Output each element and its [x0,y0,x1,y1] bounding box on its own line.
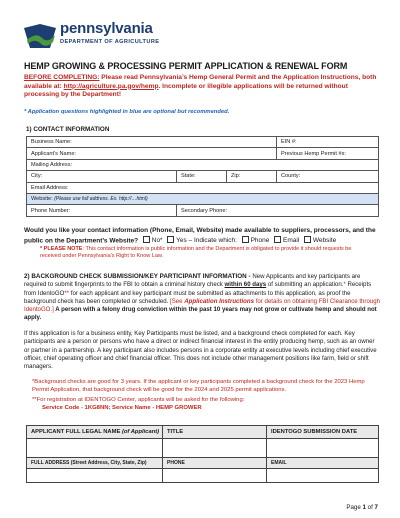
city-label: City: [31,173,43,180]
phone-option-label: Phone [250,237,270,245]
email-option-label: Email [282,237,300,245]
identogo-date-cell[interactable] [267,439,379,458]
contact-table [26,136,379,217]
email-header: EMAIL [267,458,379,469]
applicant-table [26,425,379,483]
full-address-cell[interactable] [27,469,163,483]
logo-subtitle: DEPARTMENT OF AGRICULTURE [60,39,160,45]
phone-label: Phone Number: [31,207,71,214]
state-field[interactable] [177,171,227,182]
full-address-header: FULL ADDRESS (Street Address, City, State, Zip) [27,458,163,469]
ein-field[interactable] [277,137,379,148]
section-2-intro [24,273,380,323]
zip-field[interactable] [227,171,277,182]
business-name-field[interactable] [27,137,277,148]
website-option-label: Website [312,237,337,245]
secondary-phone-label: Secondary Phone: [181,207,228,214]
county-field[interactable] [277,171,379,182]
publish-contact-question [24,227,378,246]
yes-checkbox[interactable] [167,236,174,243]
applicant-name-cell[interactable] [27,439,163,458]
applicant-name-field[interactable] [27,148,277,159]
no-checkbox[interactable] [143,236,150,243]
section-2-text-a: New Applicants and key participants are required to submit fingerprints to the FBI to obtain a criminal history check [24,273,361,289]
felony-warning: A person with a felony drug conviction within the past 10 years may not grow or cultivate hemp and should not apply. [24,306,377,322]
mailing-address-label: Mailing Address: [31,161,73,168]
website-hint: (Please use full address. Ex. http://…html) [54,196,148,203]
title-header: TITLE [163,426,267,439]
zip-label: Zip: [231,173,241,180]
secondary-phone-field[interactable] [177,205,379,216]
section-2-text-c: Receipts from IdentoGO [24,281,372,297]
phone-cell[interactable] [163,469,267,483]
page-number [346,504,378,511]
form-title: HEMP GROWING & PROCESSING PERMIT APPLICATION & RENEWAL FORM [24,61,348,71]
identogo-service-code: Service Code - 1KG8NN; Service Name - HEMP GROWER [42,404,202,411]
hemp-link[interactable]: http://agriculture.pa.gov/hemp [63,82,159,90]
before-text-2: . Incomplete or illegible applications will be returned without processing by the Department! [24,82,348,99]
email-checkbox[interactable] [274,236,281,243]
applicant-name-header [27,426,163,439]
website-field[interactable] [27,193,379,204]
website-label: Website: [31,196,53,203]
applicant-name-header-text: APPLICANT FULL LEGAL NAME [31,429,121,435]
page-current: 1 [362,504,366,511]
optional-note: * Application questions highlighted in blue are optional but recommended. [24,109,230,115]
phone-field[interactable] [27,205,177,216]
email-cell[interactable] [267,469,379,483]
ein-label: EIN #: [281,139,297,146]
identogo-registration-note: **For registration at IDENTOGO Center, applicants will be asked for the following: [32,396,245,403]
before-text-1: Please read Pennsylvania’s Hemp General Permit and the Application Instructions, both available at: [24,74,377,90]
page-total: 7 [374,504,378,511]
page-of: of [365,504,375,511]
section-2-heading: 2) BACKGROUND CHECK SUBMISSION/KEY PARTICIPANT INFORMATION - [24,273,253,280]
county-label: County: [281,173,301,180]
phone-checkbox[interactable] [242,236,249,243]
logo-title: pennsylvania [60,20,153,37]
applicant-name-header-suffix: (of Applicant) [121,429,160,435]
state-label: State: [181,173,196,180]
website-checkbox[interactable] [304,236,311,243]
star-marker: * [343,281,346,289]
section-2-text-d: for each applicant and key participant must be submitted as attachments to this application, as proof the background check has been completed or scheduled. [24,289,351,305]
application-instructions-ref: Application Instructions [184,297,254,305]
note-text: : This contact information is public information and the Department is obligated to provide it should requests be received under Pennsylvania’s Right to Know Law. [40,246,352,259]
page-prefix: Page [346,504,363,511]
note-lead: * PLEASE NOTE [40,246,83,252]
no-label: No* [151,237,163,245]
section-2-text-b: of submitting an application. [266,281,344,289]
previous-permit-field[interactable] [277,148,379,159]
before-lead: BEFORE COMPLETING: [24,74,100,81]
mailing-address-field[interactable] [27,159,379,170]
keystone-logo-icon [22,22,58,50]
business-name-label: Business Name: [31,139,72,146]
double-star-marker: ** [64,289,70,297]
within-60-days: within 60 days [224,281,267,289]
city-field[interactable] [27,171,177,182]
background-check-notes [32,379,378,413]
section-1-heading: 1) CONTACT INFORMATION [26,126,110,133]
email-field[interactable] [27,182,379,193]
before-completing-notice [24,74,378,100]
identogo-date-header: IDENTOGO SUBMISSION DATE [267,426,379,439]
see-instructions-close: for details on obtaining FBI Clearance through IdentoGO.] [24,297,381,314]
see-instructions-open: [See [170,297,185,305]
question-text: Would you like your contact information (Phone, Email, Website) made available to suppliers, processors, and the public on the Department’s Website? [24,227,376,245]
phone-header: PHONE [163,458,267,469]
background-check-validity: *Background checks are good for 3 years. If the applicant or key participants completed a background check for the 2023 Hemp Permit Application, that background check will be good for the 2024 and 2025 permit applications. [32,379,365,393]
previous-permit-label: Previous Hemp Permit #s: [281,150,346,157]
public-info-note [40,246,370,260]
applicant-name-label: Applicant’s Name: [31,150,76,157]
email-label: Email Address: [31,184,69,191]
key-participants-paragraph: If this application is for a business entity, Key Participants must be listed, and a background check completed for each. Key participants are a person or persons who have a direct or indirect financial interest in the entity producing hemp, such as an owner or partner in a partnership. A key participant also includes persons in a corporate entity at executive levels including chief executive officer, chief operating officer and chief financial officer. This does not include other management positions like farm, field or shift managers. [24,330,377,371]
yes-label: Yes – Indicate which: [176,237,237,245]
title-cell[interactable] [163,439,267,458]
